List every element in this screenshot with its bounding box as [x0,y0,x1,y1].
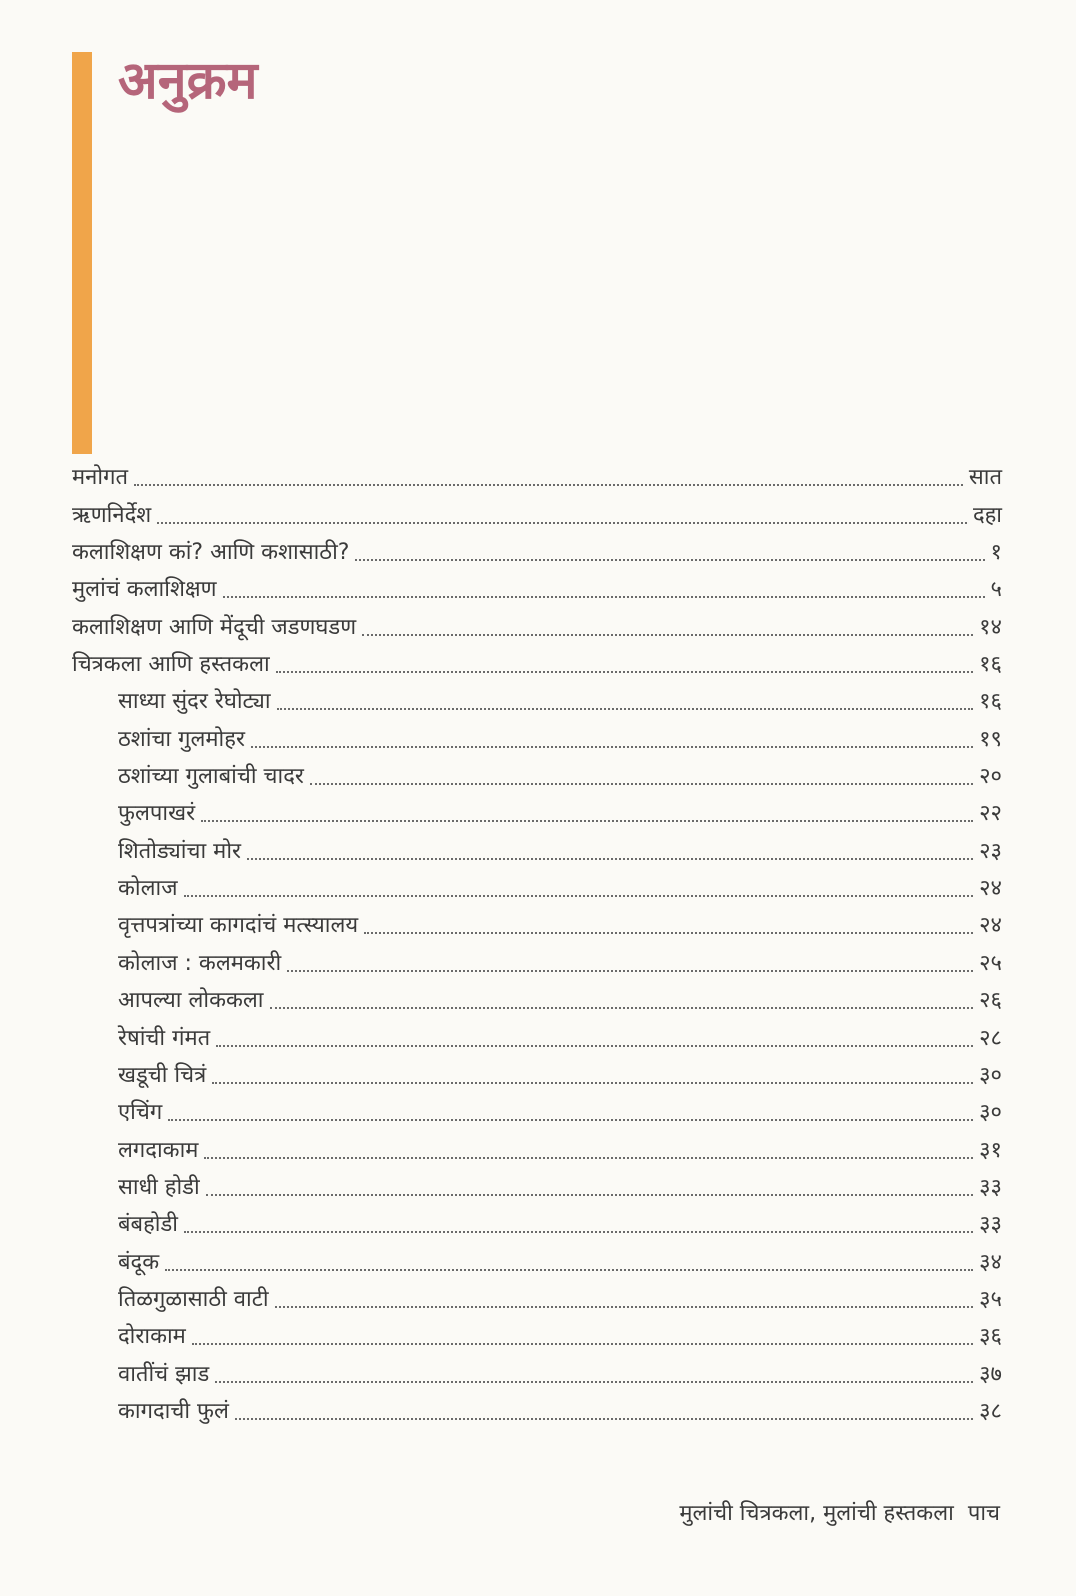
toc-entry-label: कोलाज [118,876,178,902]
toc-entry [72,533,1002,570]
toc-subentry [72,1130,1002,1167]
page-title: अनुक्रम [118,51,258,111]
dot-leader [270,1007,974,1009]
toc-entry-label: फुलपाखरं [118,801,196,827]
toc-entry-label: मनोगत [72,465,128,491]
toc-entry-page: २२ [979,801,1002,827]
toc-entry-label: बंदूक [118,1249,160,1275]
toc-entry-label: ठशांचा गुलमोहर [118,726,245,752]
toc-entry-page: २६ [979,988,1002,1014]
dot-leader [157,522,967,524]
dot-leader [216,1045,973,1047]
toc-entry-label: ऋणनिर्देश [72,502,152,528]
toc-entry-label: तिळगुळासाठी वाटी [118,1286,269,1312]
dot-leader [215,1381,973,1383]
toc-entry-page: ३३ [979,1212,1002,1238]
toc-entry-label: शितोड्यांचा मोर [118,838,242,864]
accent-bar [72,52,92,454]
footer-page-number: पाच [967,1501,1000,1526]
toc-entry-page: सात [968,465,1002,491]
dot-leader [277,708,974,710]
dot-leader [247,858,973,860]
toc-entry [72,607,1002,644]
toc-entry-page: ३३ [979,1174,1002,1200]
toc-subentry [72,1317,1002,1354]
toc-entry-page: १६ [979,689,1002,715]
toc-entry-page: २४ [979,876,1002,902]
toc-entry-page: २८ [979,1025,1002,1051]
dot-leader [134,484,963,486]
toc-entry-page: ३० [979,1100,1002,1126]
toc-subentry [72,1168,1002,1205]
toc-entry-page: १ [990,540,1002,566]
dot-leader [364,932,973,934]
toc-entry-page: १९ [979,726,1002,752]
toc-entry-page: ३१ [979,1137,1002,1163]
toc-entry-label: कलाशिक्षण आणि मेंदूची जडणघडण [72,614,357,640]
toc-entry-label: मुलांचं कलाशिक्षण [72,577,217,603]
toc-entry-page: ५ [990,577,1002,603]
toc-entry-label: कलाशिक्षण कां? आणि कशासाठी? [72,540,350,566]
dot-leader [276,671,973,673]
toc-subentry [72,757,1002,794]
toc-subentry [72,1056,1002,1093]
toc-entry-label: साध्या सुंदर रेघोट्या [118,689,271,715]
toc-entry-page: २५ [979,950,1002,976]
footer-book-title: मुलांची चित्रकला, मुलांची हस्तकला [679,1501,954,1526]
toc-entry-label: कोलाज : कलमकारी [118,950,282,976]
toc-subentry [72,682,1002,719]
toc-subentry [72,719,1002,756]
toc-entry-label: एचिंग [118,1100,163,1126]
toc-entry-page: २४ [979,913,1002,939]
toc-entry-label: चित्रकला आणि हस्तकला [72,652,270,678]
toc-entry-label: कागदाची फुलं [118,1398,229,1424]
toc-entry-page: ३५ [979,1286,1002,1312]
toc-entry-label: लगदाकाम [118,1137,199,1163]
toc-subentry [72,1280,1002,1317]
toc-entry-label: ठशांच्या गुलाबांची चादर [118,764,304,790]
dot-leader [235,1418,973,1420]
dot-leader [287,970,973,972]
toc-entry-page: २० [979,764,1002,790]
dot-leader [212,1082,973,1084]
toc-entry-page: ३६ [979,1324,1002,1350]
dot-leader [310,783,973,785]
dot-leader [206,1194,973,1196]
dot-leader [168,1119,973,1121]
dot-leader [223,596,985,598]
page-footer [679,1497,1000,1527]
dot-leader [201,820,973,822]
toc-entry-page: ३० [979,1062,1002,1088]
dot-leader [275,1306,974,1308]
toc-entry [72,458,1002,495]
toc-subentry [72,1242,1002,1279]
toc-subentry [72,981,1002,1018]
toc-entry-page: ३८ [979,1398,1002,1424]
toc-subentry [72,1354,1002,1391]
toc-entry-page: १६ [979,652,1002,678]
dot-leader [251,746,973,748]
toc-entry [72,645,1002,682]
toc-subentry [72,1018,1002,1055]
toc-subentry [72,831,1002,868]
toc-entry-label: साधी होडी [118,1174,200,1200]
toc-entry-page: ३४ [979,1249,1002,1275]
toc-entry-page: १४ [979,614,1002,640]
toc-entry-page: २३ [979,838,1002,864]
toc-entry-label: बंबहोडी [118,1212,178,1238]
toc-entry-label: खडूची चित्रं [118,1062,207,1088]
toc-subentry [72,943,1002,980]
dot-leader [204,1157,973,1159]
toc-entry-label: रेषांची गंमत [118,1025,211,1051]
toc-subentry [72,1205,1002,1242]
toc-subentry [72,794,1002,831]
toc-entry-page: दहा [972,502,1002,528]
toc-subentry [72,1093,1002,1130]
toc-entry-label: वातींचं झाड [118,1361,210,1387]
table-of-contents [72,458,1002,1429]
dot-leader [355,559,984,561]
toc-entry-label: वृत्तपत्रांच्या कागदांचं मत्स्यालय [118,913,359,939]
dot-leader [184,1231,973,1233]
toc-entry-label: आपल्या लोककला [118,988,264,1014]
toc-entry [72,495,1002,532]
dot-leader [165,1269,973,1271]
toc-subentry [72,1392,1002,1429]
toc-entry [72,570,1002,607]
toc-subentry [72,869,1002,906]
toc-entry-page: ३७ [979,1361,1002,1387]
dot-leader [362,634,973,636]
toc-entry-label: दोराकाम [118,1324,186,1350]
dot-leader [192,1343,973,1345]
toc-subentry [72,906,1002,943]
dot-leader [184,895,974,897]
